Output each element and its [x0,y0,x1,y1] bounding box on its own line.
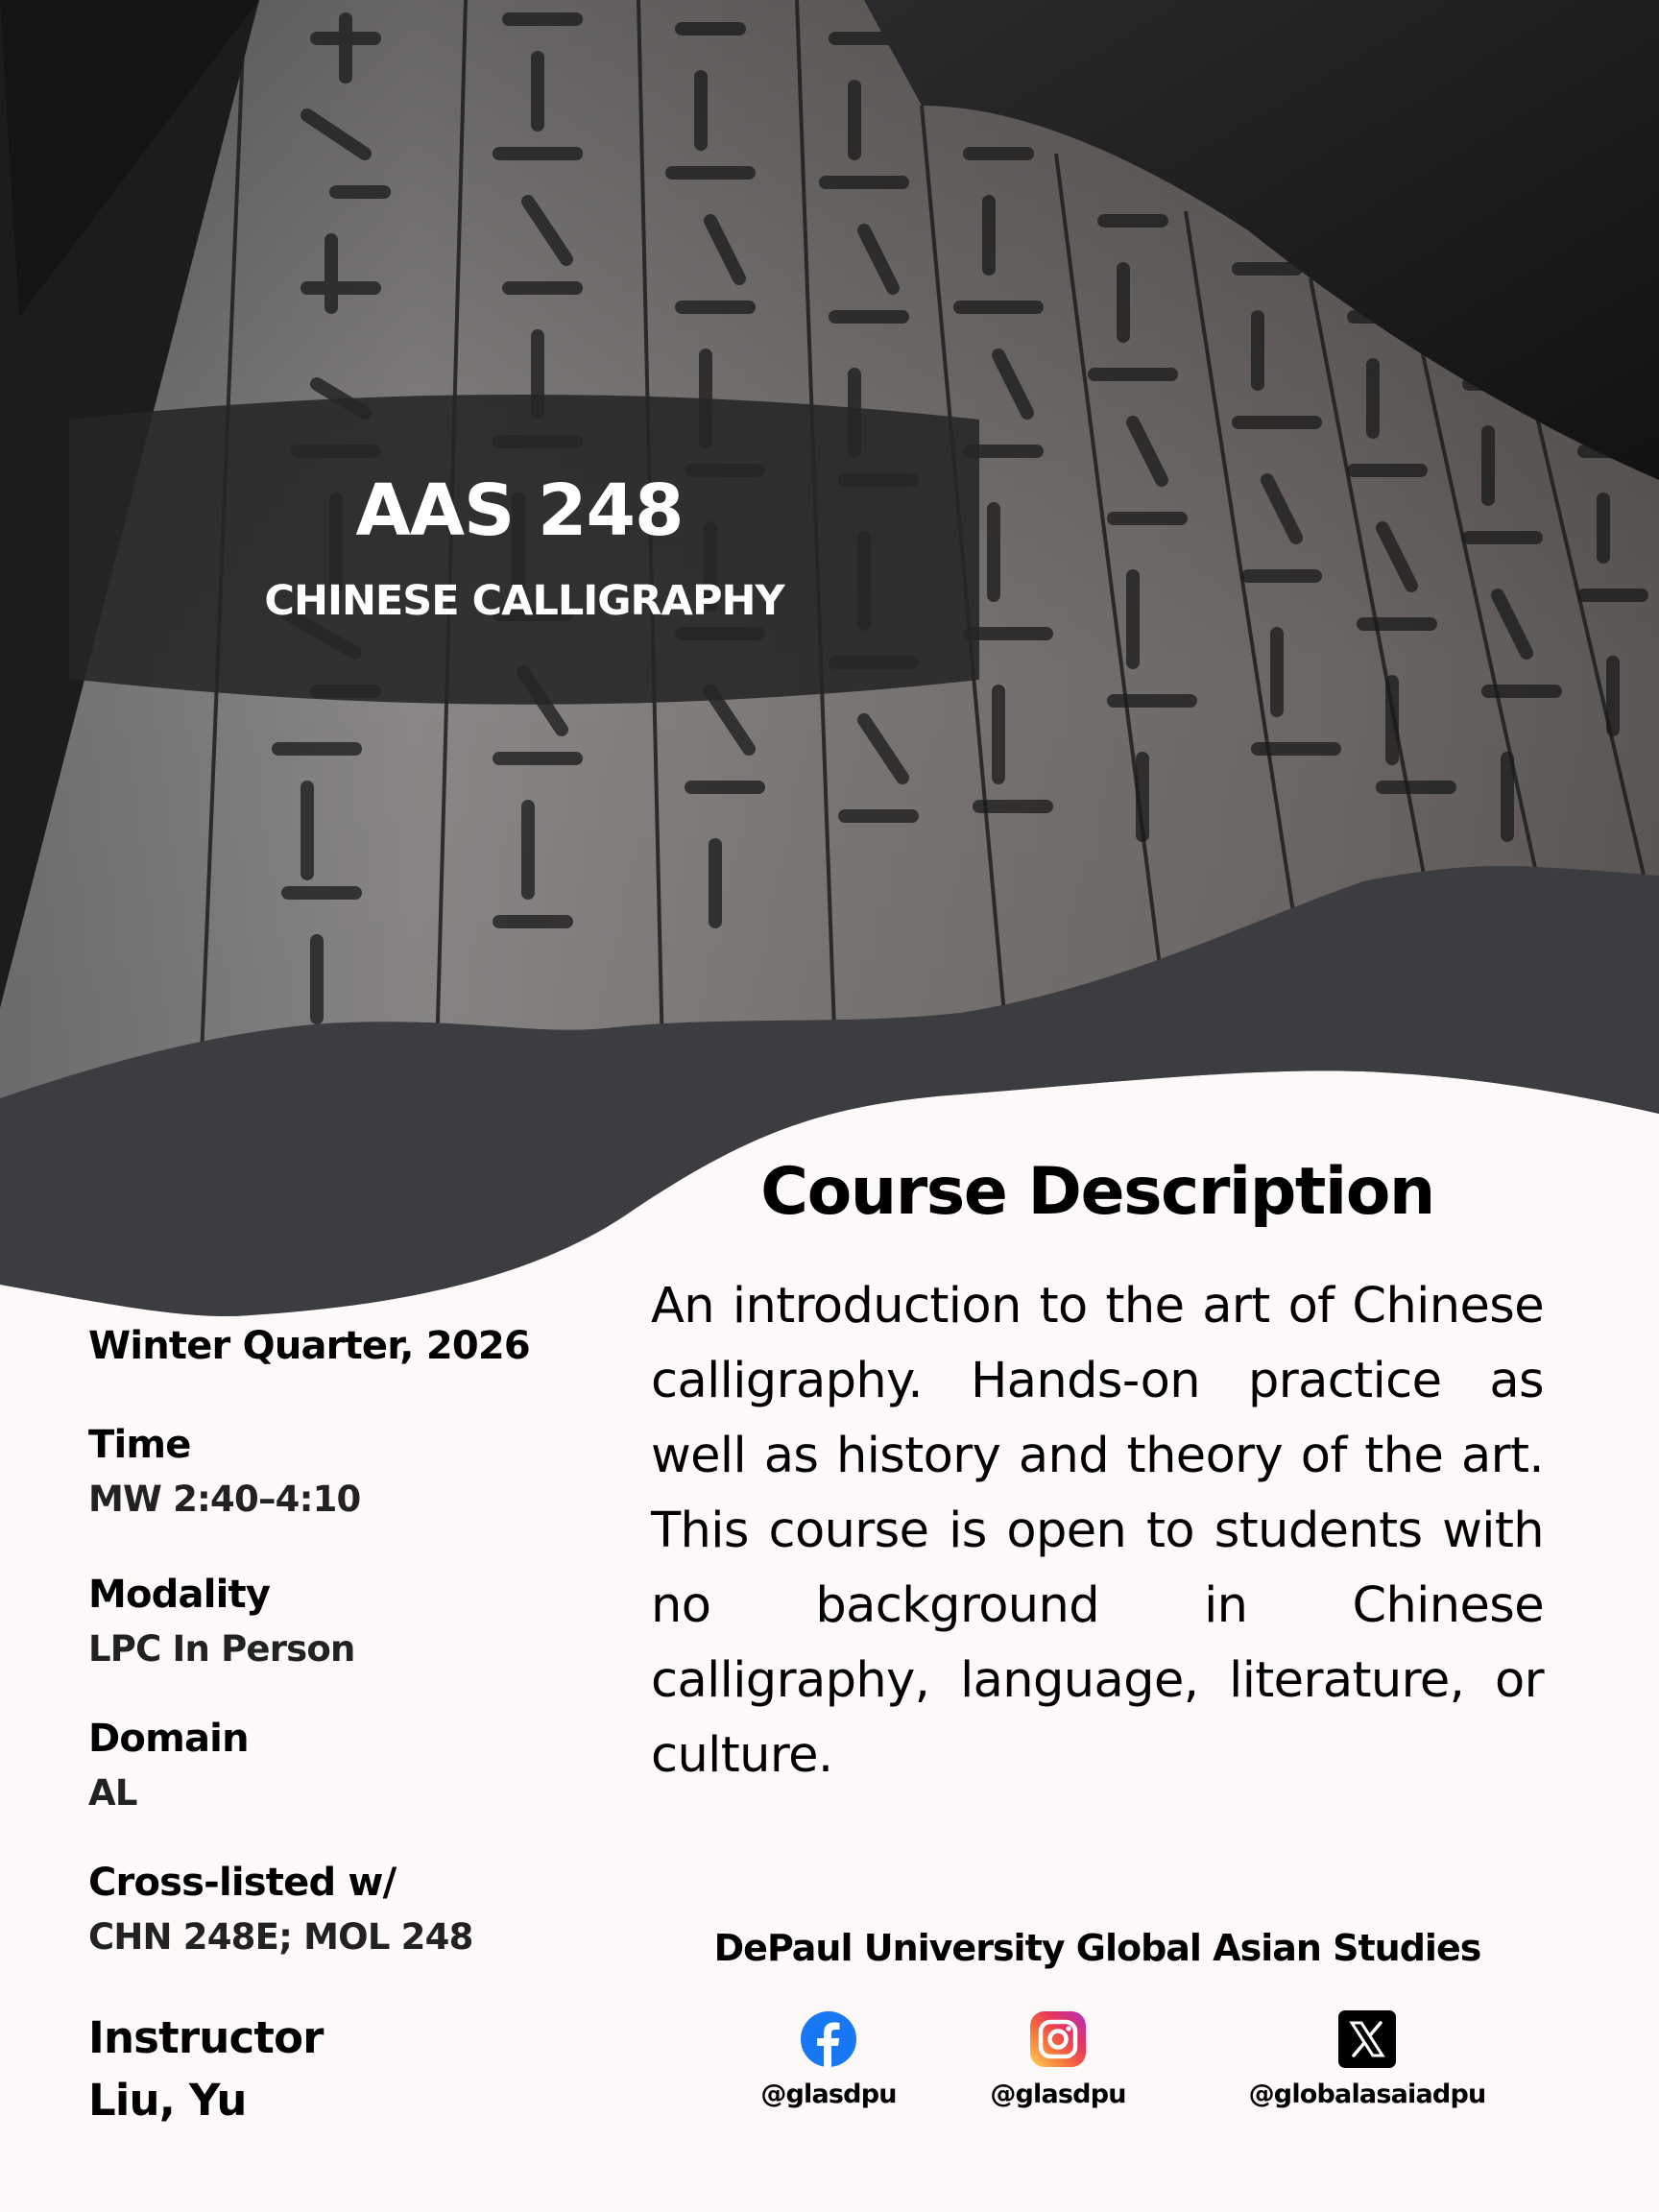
info-domain [88,1717,249,1814]
instructor-label: Instructor [88,2012,324,2063]
description-body: An introduction to the art of Chinese calligraphy. Hands-on practice as well as history and theory of the art. This course is open to students with no background in Chinese calligraphy, language, literature, or culture. [651,1278,1544,1784]
domain-label: Domain [88,1717,249,1761]
facebook-handle[interactable]: @glasdpu [760,2080,897,2109]
organization-name: DePaul University Global Asian Studies [713,1927,1481,1969]
facebook-icon[interactable] [800,2010,857,2068]
cross-listed-value: CHN 248E; MOL 248 [88,1916,473,1958]
description-heading: Course Description [760,1154,1434,1230]
time-value: MW 2:40–4:10 [88,1479,361,1520]
social-instagram[interactable] [933,2010,1183,2107]
info-modality [88,1573,355,1670]
modality-label: Modality [88,1573,271,1617]
course-code: AAS 248 [355,469,684,552]
x-icon[interactable] [1338,2010,1396,2068]
term-label: Winter Quarter, 2026 [88,1324,530,1368]
instagram-icon[interactable] [1029,2010,1087,2068]
info-instructor [88,2012,324,2126]
x-handle[interactable]: @globalasaiadpu [1248,2080,1486,2109]
instructor-value: Liu, Yu [88,2075,247,2126]
domain-value: AL [88,1772,137,1814]
term [88,1324,530,1368]
time-label: Time [88,1423,191,1467]
info-cross-listed [88,1861,473,1958]
info-time [88,1423,361,1520]
social-facebook[interactable] [704,2010,953,2107]
course-name: CHINESE CALLIGRAPHY [264,576,784,625]
modality-value: LPC In Person [88,1628,355,1670]
cross-listed-label: Cross-listed w/ [88,1861,397,1905]
instagram-handle[interactable]: @glasdpu [990,2080,1126,2109]
social-x[interactable] [1242,2010,1492,2107]
